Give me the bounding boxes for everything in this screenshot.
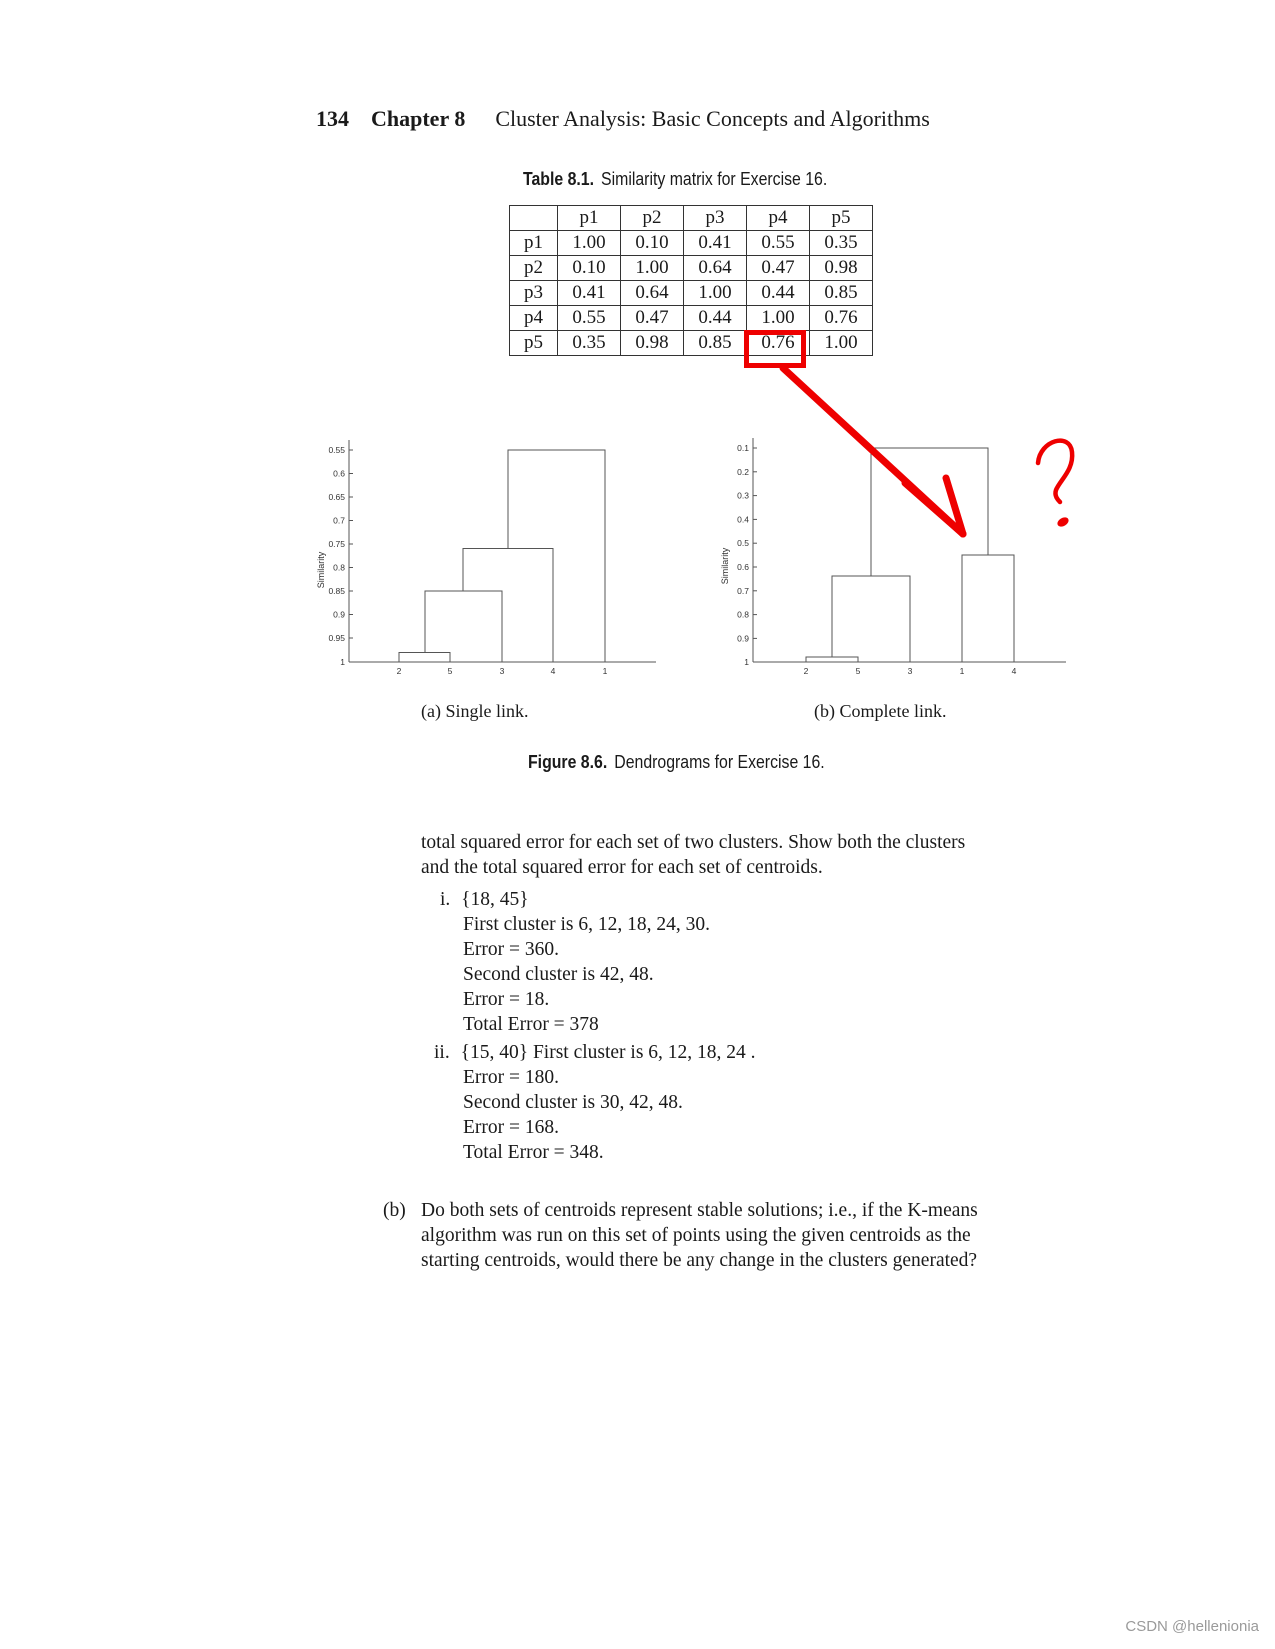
- chapter-label: Chapter 8: [371, 106, 466, 131]
- table-cell: 0.76: [810, 306, 873, 331]
- table-cell: 0.85: [684, 331, 747, 356]
- table-cell: 1.00: [621, 256, 684, 281]
- row-label: p3: [510, 281, 558, 306]
- svg-text:0.9: 0.9: [737, 633, 749, 644]
- table-cell: 0.10: [558, 256, 621, 281]
- item-marker: ii.: [434, 1042, 450, 1063]
- row-label: p2: [510, 256, 558, 281]
- part-b-marker: (b): [383, 1200, 406, 1221]
- svg-text:5: 5: [855, 666, 861, 676]
- table-cell: 0.44: [684, 306, 747, 331]
- row-label: p4: [510, 306, 558, 331]
- y-axis-label: Similarity: [316, 551, 326, 589]
- table-cell: 0.98: [621, 331, 684, 356]
- y-axis-label: Similarity: [720, 547, 730, 585]
- table-cell: 0.64: [621, 281, 684, 306]
- svg-text:5: 5: [447, 666, 453, 676]
- text-line: Error = 360.: [463, 939, 560, 960]
- column-header: p2: [621, 206, 684, 231]
- item-head: {15, 40} First cluster is 6, 12, 18, 24 .: [460, 1042, 756, 1063]
- text-line: Error = 18.: [463, 989, 550, 1010]
- svg-text:4: 4: [1011, 666, 1017, 676]
- text-line: total squared error for each set of two clusters. Show both the clusters: [421, 832, 966, 853]
- svg-text:1: 1: [959, 666, 965, 676]
- svg-text:3: 3: [499, 666, 505, 676]
- table-caption-label: Table 8.1.: [523, 169, 595, 189]
- item-i: [440, 887, 529, 912]
- item-ii-lines: [463, 1065, 683, 1165]
- text-line: and the total squared error for each set of centroids.: [421, 857, 823, 878]
- svg-text:0.8: 0.8: [737, 609, 749, 620]
- intro-paragraph: [421, 830, 965, 880]
- text-line: Error = 180.: [463, 1067, 560, 1088]
- svg-text:0.7: 0.7: [333, 515, 345, 526]
- svg-text:0.6: 0.6: [333, 468, 345, 479]
- red-arrow-icon: [783, 368, 963, 534]
- svg-text:1: 1: [744, 657, 749, 667]
- table-cell: 0.85: [810, 281, 873, 306]
- highlighted-cell: 0.76: [747, 331, 810, 356]
- text-line: starting centroids, would there be any change in the clusters generated?: [421, 1250, 978, 1271]
- svg-text:0.2: 0.2: [737, 466, 749, 477]
- text-line: Do both sets of centroids represent stable solutions; i.e., if the K-means: [421, 1200, 978, 1221]
- table-cell: 0.47: [747, 256, 810, 281]
- table-cell: 1.00: [810, 331, 873, 356]
- table-cell: 1.00: [747, 306, 810, 331]
- svg-text:1: 1: [602, 666, 608, 676]
- svg-text:0.6: 0.6: [737, 562, 749, 572]
- table-cell: 0.64: [684, 256, 747, 281]
- text-line: Error = 168.: [463, 1117, 560, 1138]
- table-cell: 0.98: [810, 256, 873, 281]
- subcaption-complete-link: (b) Complete link.: [814, 701, 947, 721]
- svg-text:0.4: 0.4: [737, 514, 749, 525]
- item-marker: i.: [440, 889, 451, 910]
- figure-caption: [528, 752, 825, 773]
- svg-text:0.85: 0.85: [328, 586, 345, 596]
- svg-text:4: 4: [550, 666, 556, 676]
- text-line: Total Error = 378: [463, 1014, 599, 1035]
- figure-caption-label: Figure 8.6.: [528, 752, 608, 772]
- svg-text:3: 3: [907, 666, 913, 676]
- question-mark-icon: [1038, 441, 1072, 529]
- item-i-lines: [463, 912, 710, 1037]
- svg-text:0.1: 0.1: [737, 443, 749, 453]
- column-header: p3: [684, 206, 747, 231]
- svg-text:2: 2: [803, 666, 809, 676]
- table-cell: 0.44: [747, 281, 810, 306]
- column-header: p1: [558, 206, 621, 231]
- table-cell: 0.55: [747, 231, 810, 256]
- svg-text:0.95: 0.95: [328, 633, 345, 643]
- svg-text:0.8: 0.8: [333, 562, 345, 573]
- svg-text:0.55: 0.55: [328, 445, 345, 455]
- table-cell: 1.00: [558, 231, 621, 256]
- chapter-title: Cluster Analysis: Basic Concepts and Algorithms: [495, 106, 930, 131]
- text-line: First cluster is 6, 12, 18, 24, 30.: [463, 914, 710, 935]
- red-annotation-layer: [0, 0, 1275, 700]
- svg-text:0.7: 0.7: [737, 585, 749, 596]
- part-b-question: [421, 1198, 978, 1273]
- table-cell: 0.10: [621, 231, 684, 256]
- svg-text:0.65: 0.65: [328, 492, 345, 502]
- watermark: CSDN @hellenionia: [1125, 1618, 1259, 1635]
- row-label: p1: [510, 231, 558, 256]
- table-caption-text: Similarity matrix for Exercise 16.: [601, 169, 828, 189]
- table-cell: 0.55: [558, 306, 621, 331]
- svg-text:2: 2: [396, 666, 402, 676]
- figure-caption-text: Dendrograms for Exercise 16.: [614, 752, 825, 772]
- item-head: {18, 45}: [461, 889, 529, 910]
- item-ii: [434, 1040, 756, 1065]
- text-line: algorithm was run on this set of points using the given centroids as the: [421, 1225, 971, 1246]
- text-line: Second cluster is 42, 48.: [463, 964, 654, 985]
- row-label: p5: [510, 331, 558, 356]
- table-cell: 1.00: [684, 281, 747, 306]
- svg-text:0.9: 0.9: [333, 609, 345, 620]
- subcaption-single-link: (a) Single link.: [421, 701, 529, 721]
- table-cell: 0.35: [558, 331, 621, 356]
- svg-text:0.5: 0.5: [737, 538, 749, 549]
- svg-text:0.75: 0.75: [328, 539, 345, 549]
- svg-text:0.3: 0.3: [737, 490, 749, 501]
- page-number: 134: [316, 106, 349, 131]
- column-header: p5: [810, 206, 873, 231]
- table-cell: 0.47: [621, 306, 684, 331]
- table-cell: 0.35: [810, 231, 873, 256]
- column-header: p4: [747, 206, 810, 231]
- svg-text:1: 1: [340, 657, 345, 667]
- table-cell: 0.41: [684, 231, 747, 256]
- text-line: Total Error = 348.: [463, 1142, 604, 1163]
- text-line: Second cluster is 30, 42, 48.: [463, 1092, 683, 1113]
- table-cell: 0.41: [558, 281, 621, 306]
